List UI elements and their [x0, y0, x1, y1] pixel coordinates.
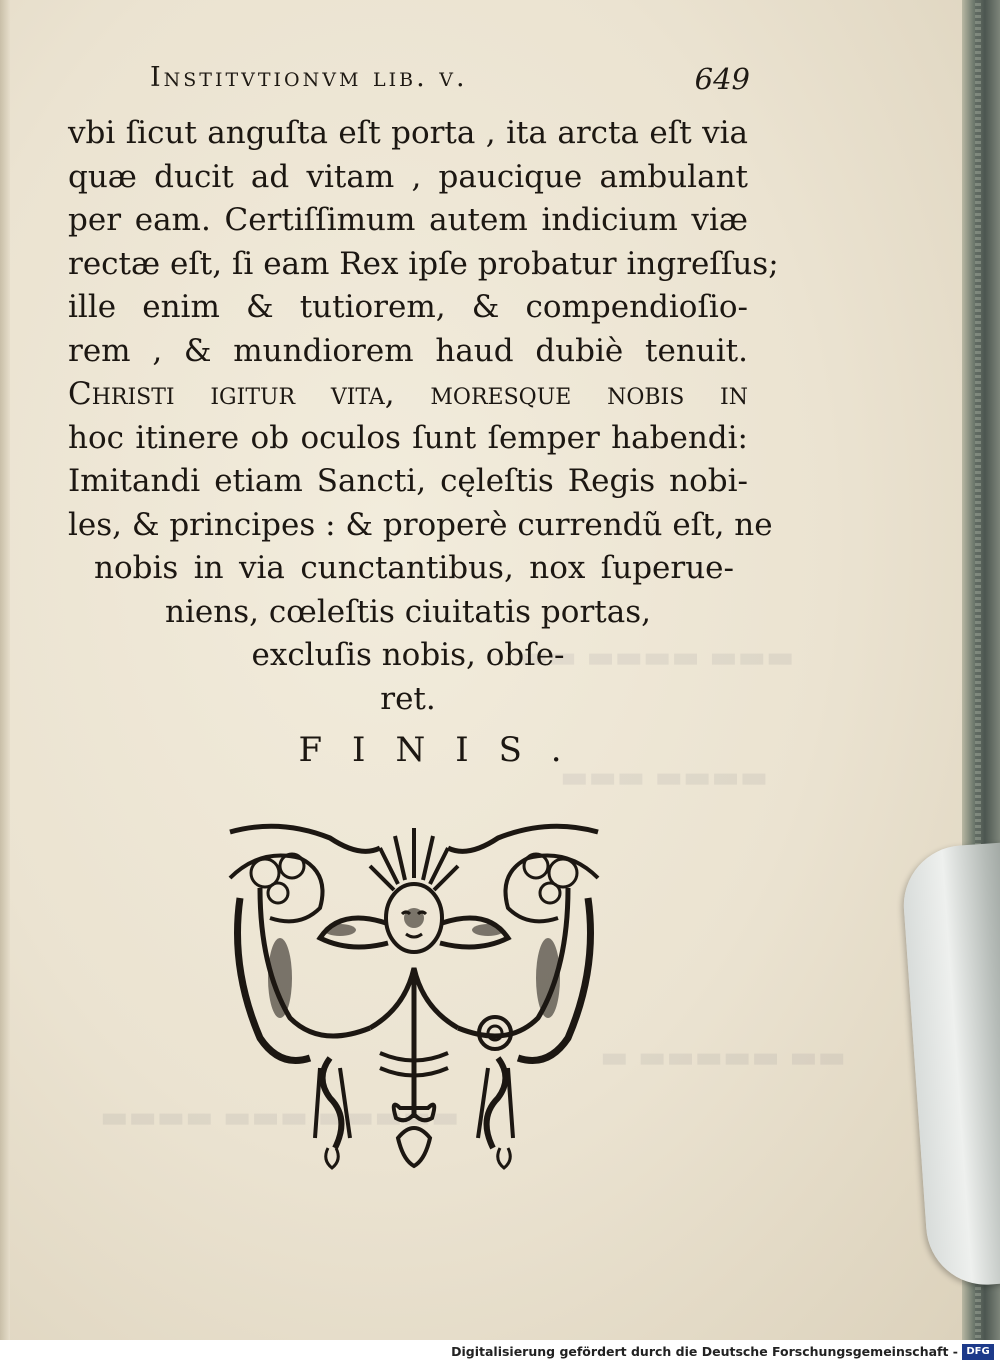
text-line: hoc itinere ob oculos ſunt ſemper habendi:: [68, 419, 748, 456]
text-line: excluſis nobis, obſe-: [251, 637, 565, 673]
show-through-text: ▬▬ ▬▬▬▬▬ ▬: [600, 1040, 846, 1075]
text-line: niens, cœleſtis ciuitatis portas,: [165, 593, 651, 630]
text-line: nobis in via cunctantibus, nox ſuperue-: [94, 550, 734, 586]
text-line: per eam. Certiſſimum autem indicium viæ: [68, 202, 748, 238]
woodcut-cherub-ornament-icon: [220, 818, 608, 1170]
show-through-text: ▬▬▬▬▬ ▬▬▬ ▬▬▬▬: [100, 1100, 460, 1135]
finis-heading: FINIS.: [298, 730, 592, 770]
text-line: quæ ducit ad vitam , paucique ambulant: [68, 158, 748, 195]
show-through-text: ▬▬▬ ▬▬▬▬ ▬▬: [520, 640, 795, 675]
text-line: ret.: [380, 680, 436, 717]
funding-credit: Digitalisierung gefördert durch die Deutsche Forschungsgemeinschaft -: [451, 1344, 958, 1359]
dfg-logo: DFG: [962, 1344, 994, 1360]
body-text: [68, 112, 779, 721]
text-line: rectæ eſt, ſi eam Rex ipſe probatur ingreſſus;: [68, 245, 779, 282]
page-number: 649: [694, 62, 750, 96]
text-line: ille enim & tutiorem, & compendioſio-: [68, 289, 748, 325]
text-line: Christi igitur vita, moreſque nobis in: [68, 376, 748, 412]
text-line: vbi ſicut anguſta eſt porta , ita arcta eſt via: [68, 115, 748, 151]
page-header: [150, 62, 750, 106]
text-line: les, & principes : & properè currendũ eſt, ne: [68, 506, 773, 543]
text-line: rem , & mundiorem haud dubiè tenuit.: [68, 332, 748, 369]
page-edge: [0, 0, 10, 1340]
show-through-text: ▬▬▬▬ ▬▬▬: [560, 760, 768, 795]
running-head: Institvtionvm lib. v.: [150, 62, 468, 93]
text-line: Imitandi etiam Sancti, cęleſtis Regis nobi-: [68, 463, 748, 499]
footer-bar: [0, 1340, 1000, 1366]
